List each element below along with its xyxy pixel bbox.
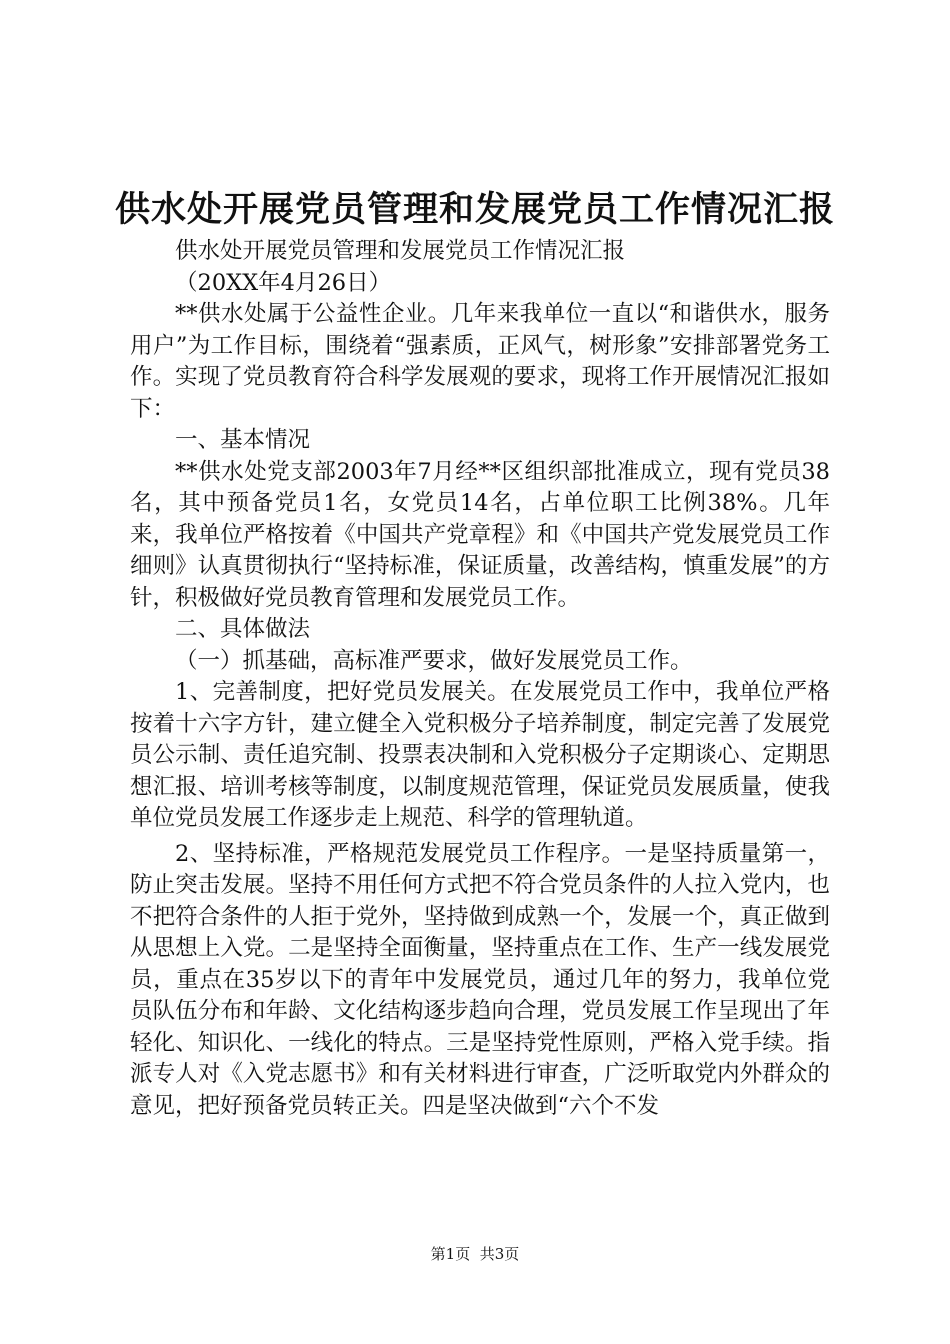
paragraph-item-2: 2、坚持标准，严格规范发展党员工作程序。一是坚持质量第一，防止突击发展。坚持不用任何方式把不符合党员条件的人拉入党内，也不把符合条件的人拒于党外，坚持做到成熟一个，发展一个，真正做到从思想上入党。二是坚持全面衡量，坚持重点在工作、生产一线发展党员，重点在35岁以下的青年中发展党员，通过几年的努力，我单位党员队伍分布和年龄、文化结构逐步趋向合理，党员发展工作呈现出了年轻化、知识化、一线化的特点。三是坚持党性原则，严格入党手续。指派专人对《入党志愿书》和有关材料进行审查，广泛听取党内外群众的意见，把好预备党员转正关。四是坚决做到“六个不发 <box>130 840 830 1119</box>
paragraph-subtitle: 供水处开展党员管理和发展党员工作情况汇报 <box>175 238 626 264</box>
page-total: 共3页 <box>479 1245 520 1263</box>
section-heading-methods: 二、具体做法 <box>175 616 311 642</box>
section-heading-basic: 一、基本情况 <box>175 427 311 453</box>
page-footer <box>0 1244 950 1264</box>
paragraph-item-1: 1、完善制度，把好党员发展关。在发展党员工作中，我单位严格按着十六字方针，建立健全入党积极分子培养制度，制定完善了发展党员公示制、责任追究制、投票表决制和入党积极分子定期谈心、定期思想汇报、培训考核等制度，以制度规范管理，保证党员发展质量，使我单位党员发展工作逐步走上规范、科学的管理轨道。 <box>130 679 830 831</box>
document-title: 供水处开展党员管理和发展党员工作情况汇报 <box>114 190 835 230</box>
paragraph-date: （20XX年4月26日） <box>175 269 392 296</box>
page-number: 第1页 <box>430 1245 471 1263</box>
paragraph-intro: **供水处属于公益性企业。几年来我单位一直以“和谐供水，服务用户”为工作目标，围绕着“强素质，正风气，树形象”安排部署党务工作。实现了党员教育符合科学发展观的要求，现将工作开展情况汇报如下： <box>130 301 830 422</box>
document-body <box>130 236 830 1122</box>
subsection-heading-1: （一）抓基础，高标准严要求，做好发展党员工作。 <box>175 647 693 674</box>
paragraph-basic: **供水处党支部2003年7月经**区组织部批准成立，现有党员38名，其中预备党员1名，女党员14名，占单位职工比例38%。几年来，我单位严格按着《中国共产党章程》和《中国共产党发展党员工作细则》认真贯彻执行“坚持标准，保证质量，改善结构，慎重发展”的方针，积极做好党员教育管理和发展党员工作。 <box>130 458 830 611</box>
